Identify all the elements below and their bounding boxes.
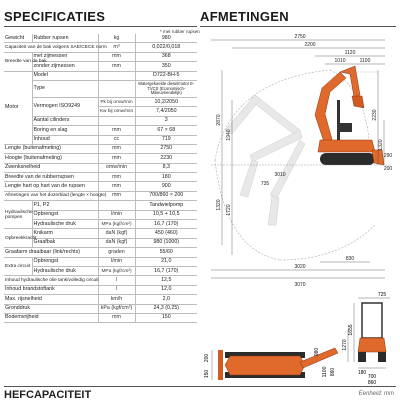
rubber-track [320,153,375,165]
spec-sublabel: Hydraulische druk [32,220,98,229]
spec-sublabel: zonder zijmessen [32,62,98,71]
dim-top-right: 1120 [344,50,356,56]
spec-value: 10,2/2050 [135,97,197,106]
operator-seat [340,123,352,132]
spec-unit: cc [98,135,135,144]
spec-unit: l [98,276,135,285]
spec-group-label: Opbreekkracht [4,229,32,248]
spec-label: Zwenksnelheid [4,163,98,172]
dim-1320b: 1320 [378,139,384,151]
spec-value: 55/60 [135,248,197,257]
dim-front-1655: 1655 [348,324,354,336]
excavator-plan-view [204,348,338,380]
dim-plan-980: 980 [314,347,320,357]
spec-value: 10,5 + 10,5 [135,210,197,219]
spec-value: 21,0 [135,257,197,266]
excavator-front-view [342,292,390,386]
dim-735: 735 [260,181,270,187]
spec-value: 67 × 68 [135,126,197,135]
spec-value: 180 [135,173,197,182]
spec-value: 150 [135,313,197,322]
spec-label: Breedte van de rubberrupsen [4,173,98,182]
main-boom [315,72,346,145]
spec-unit: mm [98,62,135,71]
spec-unit: mm [98,182,135,191]
dim-3020: 3020 [294,264,306,270]
spec-value: 450 (460) [135,229,197,238]
spec-value: 0,022/0,018 [135,43,197,52]
spec-unit: mm [98,126,135,135]
spec-sublabel: Graafbak [32,238,98,247]
spec-value: 900 [135,182,197,191]
spec-unit: kg [98,34,135,43]
spec-label: Graafarm draaibaar (link/rechts) [4,248,98,257]
dim-200: 200 [383,166,393,172]
dim-1320: 1320 [216,199,222,211]
dipper-arm [340,66,360,97]
spec-value: Tandwielpomp [135,201,197,210]
upper-body [318,140,375,152]
spec-unit: km/h [98,295,135,304]
spec-value: 3 [135,116,197,125]
spec-sublabel: Hydraulische druk [32,266,98,275]
spec-value: 8,3 [135,163,197,172]
spec-sublabel: Model [32,71,98,80]
front-track-right [378,352,386,362]
spec-sublabel: P1, P2 [32,201,98,210]
spec-value: 350 [135,62,197,71]
spec-sublabel: Aantal cilinders [32,116,98,125]
front-canopy [362,303,382,338]
spec-value: 2,0 [135,295,197,304]
plan-blade [218,350,223,380]
spec-label: Afmetingen van het dozerblad (lengte × hoogte) [4,191,98,200]
spec-value: 719 [135,135,197,144]
spec-value: D722-BH-5 [135,71,197,80]
unit-note: Eenheid: mm [358,391,394,397]
spec-value: Watergekoelde dieselmotor E-TVCS (Economisch-Milieuvriendelijk) [135,80,197,97]
spec-unit: daN (kgf) [98,238,135,247]
spec-label: Bodemvrijheid [4,313,98,322]
dim-plan-860: 860 [330,367,336,377]
specifications-heading: SPECIFICATIES [4,9,106,24]
spec-sublabel: Inhoud [32,135,98,144]
spec-group-label: Motor [4,71,32,144]
spec-label: Max. rijsnelheid [4,295,98,304]
dim-3070: 3070 [294,282,306,288]
spec-unit: graden [98,248,135,257]
dim-front-725: 725 [377,292,387,298]
spec-value: 700/860 × 200 [135,191,197,200]
rubber-tracks-note: * met rubber rupsen [160,29,200,34]
spec-sublabel: Type [32,80,98,97]
spec-value: 16,7 (170) [135,220,197,229]
spec-unit: l/min [98,210,135,219]
spec-unit: mm [98,154,135,163]
dim-plan-150: 150 [204,369,210,379]
spec-label: Lengte (buitenafmeting) [4,144,98,153]
spec-group-label: Hydraulische pompen [4,201,32,229]
spec-sublabel: Opbrengst [32,210,98,219]
spec-group-label: Extra circuit [4,257,32,276]
front-body [358,338,386,352]
spec-unit: kPa (kgf/cm²) [98,304,135,313]
spec-value: 980 (1000) [135,238,197,247]
dim-290: 290 [383,153,393,159]
dim-830: 830 [345,256,355,262]
spec-unit: Pk bij omw/min [98,97,135,106]
dim-overall-length: 2750 [294,34,306,40]
dim-plan-200: 200 [204,353,210,363]
spec-value: 368 [135,52,197,61]
spec-sublabel: Rubber rupsen [32,34,98,43]
spec-label: Lengte hart op hart van de rupsen [4,182,98,191]
spec-unit: l [98,285,135,294]
dim-front-180: 180 [357,370,367,376]
plan-body [225,356,305,375]
dim-top-mid: 2200 [304,42,316,48]
spec-unit: l/min [98,257,135,266]
canopy-frame [337,100,340,140]
spec-unit: daN (kgf) [98,229,135,238]
spec-label: Hoogte (buitenafmeting) [4,154,98,163]
spec-value: 980 [135,34,197,43]
spec-unit: mm [98,191,135,200]
spec-unit: MPa (kgf/cm²) [98,266,135,275]
spec-value: 7,4/2050 [135,107,197,116]
spec-value: 2750 [135,144,197,153]
dim-2870: 2870 [216,114,222,126]
spec-unit: Kw bij omw/min [98,107,135,116]
spec-sublabel: Vermogen ISO9249 [32,97,98,116]
lifting-capacity-heading: HEFCAPACITEIT [4,389,92,401]
spec-label: Breedte van de bak [4,52,32,71]
spec-label: Inhoud brandstoftank [4,285,98,294]
spec-value: 12,0 [135,285,197,294]
dim-top-r1: 1100 [359,58,371,64]
dim-3010: 3010 [274,172,286,178]
bucket [352,96,364,108]
spec-unit: mm [98,313,135,322]
spec-value: 2230 [135,154,197,163]
spec-value: 16,7 (170) [135,266,197,275]
spec-label: Gewicht [4,34,32,43]
spec-unit: mm [98,52,135,61]
dim-2230: 2230 [372,109,378,121]
spec-unit: MPa (kgf/cm²) [98,220,135,229]
spec-unit: mm [98,144,135,153]
dimensions-heading: AFMETINGEN [200,9,289,24]
spec-sublabel: Boring en slag [32,126,98,135]
dim-1940: 1940 [226,129,232,141]
dim-plan-1100: 1100 [322,366,328,378]
spec-label: Inhoud hydraulische olie tank/volledig circuit [4,276,98,285]
dim-front-700: 700 [367,374,377,380]
dim-1720: 1720 [226,204,232,216]
front-track-left [358,352,366,362]
dim-top-small: 1010 [334,58,346,64]
spec-sublabel: Opbrengst [32,257,98,266]
spec-label: Capaciteit van de bak volgens SAE/CECE norm [4,43,98,52]
spec-sublabel: Knikarm [32,229,98,238]
spec-value: 24,3 (0,25) [135,304,197,313]
dim-front-860: 860 [367,380,377,386]
dim-front-1270: 1270 [342,339,348,351]
spec-sublabel: met zijmessen [32,52,98,61]
spec-unit: omw/min [98,163,135,172]
spec-unit: mm [98,173,135,182]
spec-label: Gronddruk [4,304,98,313]
ghost-arm-positions [225,95,305,225]
spec-unit: m³ [98,43,135,52]
spec-value: 12,5 [135,276,197,285]
bottom-divider [4,386,396,387]
